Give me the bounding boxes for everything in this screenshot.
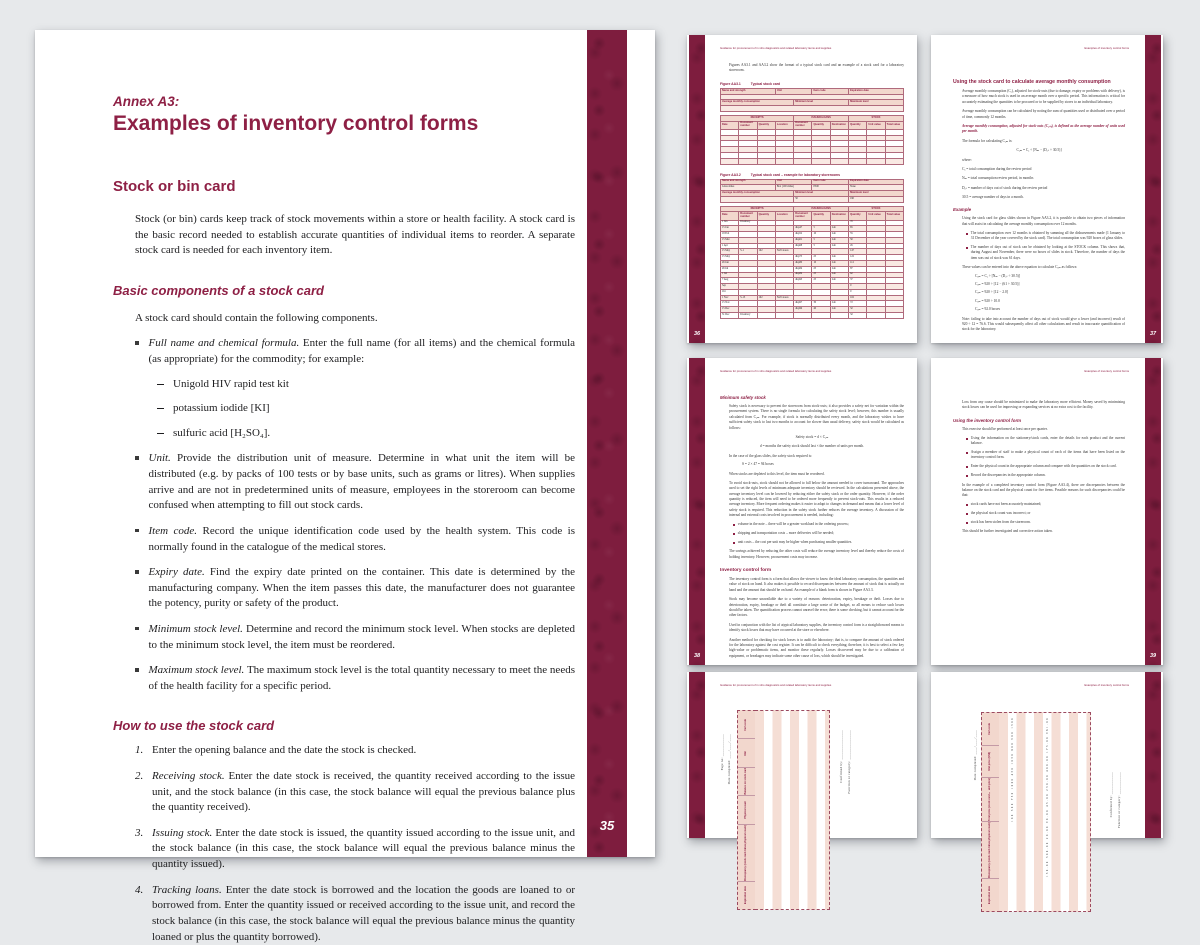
figure-intro: Figures AA3.1 and AA3.2 show the format of a typical stock card and an example of a stock card for a laboratory storeroom. [729,63,904,73]
paragraph: In the case of the glass slides, the safety stock required is: [729,453,813,458]
table-cell: 7 Aug [721,278,739,284]
stock-card-example-table: RECEIPTS ISSUED/LOANS STOCK Date Document number Quantity Location Document number Quantity Destination Quantity Unit value Total value 1 Jan Inventory 70 15 Jan disp47 5 Lab 65 18 Feb disp52 10 Lab 55 15 Mar disp61 5 Lab 50 1 Apr disp68 5 Lab 45 15 May S-1 102 Nat'l stores 147 15 May disp75 25 Lab 122 26 Jun disp80 10 Lab 112 26 Jul disp84 25 Lab 87 1 Jul disp89 25 Lab 62 7 Aug disp93 25 Lab 37 Sep 0 Oct 0 1 Nov S-13 102 Nat'l stores 102 15 Nov disp97 30 Lab 72 15 Dec disp99 40 Lab 32 31 Dec Inventory 32 [720,206,904,319]
note-paragraph: Note: failing to take into account the number of days out of stock would give a lower (and incorrect) result of 920 ÷ 12 = 76.6. This would subsequently affect all other calculations and result in inaccurate quantification of stock for the laboratory. [962,316,1125,332]
table-cell: 0 [849,289,867,295]
figure-label: Figure AA3.1 Typical stock card [720,81,781,86]
intro-paragraph: Stock (or bin) cards keep track of stock movements within a store or health facility. A stock card is the basic record needed to establish accurate quantities of individual items to reorder. A separate stock card is needed for each inventory item. [135,213,575,257]
step-number: 3. [135,826,144,839]
table-cell: 5 [812,237,830,243]
table-cell: 62 [849,272,867,278]
equation: Cₐₘ = 92.0 boxes [975,307,1001,312]
bullet-square-icon [966,247,968,249]
sub-list-item [157,377,575,393]
form-col-header: Discrepancy (stock card minus physical count) [744,824,748,881]
bullet-square-icon [135,668,139,672]
page-37-thumbnail [931,35,1163,343]
table-cell: 102 [849,295,867,301]
section-heading: Stock or bin card [113,178,236,195]
paragraph: In the example of a completed inventory control form (Figure AA3.4), there are discrepancies between the balance on the stock card and the physical count for five items. Possible reasons for such discrepancies could be that: [962,482,1125,498]
table-cell: disp99 [794,307,812,313]
bullet-text: Determine and record the minimum stock level. When stocks are depleted to the minimum stock level, the item must be reordered. [148,622,575,651]
table-cell: disp61 [794,237,812,243]
form-grid-stripes [999,712,1091,912]
page-40-thumbnail [687,672,917,905]
table-cell: 15 Jan [721,226,739,232]
step-number: 1. [135,744,144,757]
bullet-term: Item code. [148,524,198,537]
subsection-heading: Minimum safety stock [720,395,766,400]
paragraph: When stocks are depleted to this level, the item must be reordered. [729,471,825,476]
running-header: Examples of inventory control forms [1084,369,1129,373]
table-cell: disp52 [794,232,812,238]
paragraph: Used in conjunction with the list of atypical laboratory supplies, the inventory control form is a straightforward means to identify stock losses that may have occurred at the store or elsewhere. [729,622,904,633]
table-cell [812,313,830,319]
table-cell [830,313,848,319]
table-cell: Inventory [739,220,757,226]
stock-card-blank-table: RECEIPTS ISSUED/LOANS STOCK Date Document number Quantity Location Document number Quantity Destination Quantity Unit value Total value [720,115,904,165]
table-cell: Lab [830,243,848,249]
table-cell: Lab [830,307,848,313]
sub-item-text: sulfuric acid [H₂SO₄]. [173,426,271,439]
form-label-page-no: Page no: ____________ [720,734,724,771]
step-text: Enter the opening balance and the date the stock is checked. [152,744,417,757]
bullet-text: Find the expiry date printed on the container. This date is determined by the manufacturing company. When the item passes this date, the manufacturer does not guarantee the potency, purity or safety of the product. [148,566,575,610]
equation: Cₐₘ = Cₐ ÷ [Nₘ − (Dₒₛ ÷ 30.5)] [975,273,1021,278]
running-header: Guidance for procurement of in vitro diagnostics and related laboratory items and supplies [720,683,832,687]
bullet-item: Record the discrepancies in the appropriate column. [966,473,1125,478]
table-cell [757,313,775,319]
table-cell: 5 [812,243,830,249]
subsection-heading: How to use the stock card [113,718,275,734]
formula: Cₐₘ = Cₐ ÷ [Nₘ − (Dₒₛ ÷ 30.5)] [1016,148,1062,153]
table-cell: Oct [721,289,739,295]
table-row [721,313,904,319]
paragraph: Stock may become unavailable due to a variety of reasons: deterioration, expiry, breakage or theft. Losses due to deterioration, expiry, breakage or theft all constitute a large waste of the budget, so all means to reduce such losses should be taken. The quantification process cannot unravel the error; there is some checking, but it cannot account for the other factors. [729,597,904,618]
table-cell [757,158,775,164]
table-cell: disp80 [794,261,812,267]
paragraph: This should be further investigated and corrective action taken. [962,529,1053,534]
bullet-item [135,565,575,612]
table-cell: S-1 [739,249,757,255]
example-heading: Example [953,207,972,213]
subsection-heading: Basic components of a stock card [113,282,324,298]
page-number: 36 [693,331,701,337]
bullet-text: Provide the distribution unit of measure. Determine in what unit the item will be distributed (e.g. by packs of 100 tests or by base units, such as grams or litres). When supplies arrive and are not in predetermined units of measure, employees in the storeroom can become confused when attempting to fill out stock cards. [148,452,575,512]
table-cell: 102 [757,295,775,301]
form-col-header: Unit price (US$) [988,752,992,771]
bullet-square-icon [966,475,968,477]
table-cell: 72 [849,301,867,307]
numbered-step [135,826,575,873]
bullet-term: Maximum stock level. [148,664,245,677]
page-36-content [720,59,904,319]
table-cell: 15 Dec [721,307,739,313]
running-header: Examples of inventory control forms [1084,683,1129,687]
form-header-column [737,710,756,910]
table-cell: disp47 [794,226,812,232]
table-cell [885,158,903,164]
table-cell: 87 [849,266,867,272]
table-cell: 15 May [721,249,739,255]
table-cell: 25 [812,278,830,284]
form-col-header: Total price (stock card × unit price) [988,778,992,822]
table-cell [867,313,885,319]
table-cell: disp93 [794,278,812,284]
bullet-item [135,663,575,694]
numbered-step [135,769,575,816]
page-edge-band [689,358,705,665]
table-cell: 55 [849,232,867,238]
bullet-square-icon [966,504,968,506]
table-cell [830,158,848,164]
form-values-column: 150.00 500.00 20.00 90.00 45.00 250.00 400.00 175.00 961.00 [1045,717,1049,877]
page-35 [35,30,655,943]
table-cell: 31 Dec [721,313,739,319]
table-row [721,158,904,164]
bullet-square-icon [733,533,735,535]
form-label-confirmed-by: Confirmed by: ________________ [839,730,843,783]
definition: Nₘ = total consumption review period, in months [962,176,1034,181]
bullet-square-icon [966,438,968,440]
table-cell: 15 Nov [721,301,739,307]
paragraph: This exercise should be performed at least once per quarter. [962,426,1048,431]
bullet-term: Unit. [148,452,171,465]
annex-label: Annex A3: [113,94,180,109]
where-label: where: [962,157,972,162]
equation: S = 2 × 47 = 94 boxes [742,462,774,467]
table-cell: 37 [849,278,867,284]
bullet-text: Enter the full name (for all items) and the chemical formula (as appropriate) for the commodity; for example: [148,337,576,366]
page-37-content [953,79,1125,333]
paragraph: Using the stock card for glass slides shown in Figure AA3.2, it is possible to obtain two pieces of information that will assist in calculating the average monthly consumption over 12 months. [962,216,1125,226]
bullet-square-icon [135,341,139,345]
form-header-column [981,712,1000,912]
section-heading: Inventory control form [720,568,772,574]
stock-card-example-fields: Name and strength Unit Item code Expiration date Glass slides Box (100 slides) P500 None Average monthly consumption Minimum level Maximum level 50 190 [720,179,904,203]
bullet-square-icon [135,456,139,460]
table-cell: 50 [849,237,867,243]
table-cell: Lab [830,266,848,272]
paragraph: Average monthly consumption can be calculated by noting the sum of quantities used or distributed over a period of time, commonly 12 months. [962,109,1125,119]
dash-icon [157,433,164,434]
table-cell: 112 [849,261,867,267]
table-cell: 25 [812,272,830,278]
table-cell: 18 Feb [721,232,739,238]
bullet-square-icon [733,524,735,526]
paragraph: Average monthly consumption (Cₐ), adjusted for stock-outs (due to damage, expiry or problems with delivery), is a measure of how much stock is used in an average month over a specific period. This information is critical for accurately estimating the quantities to be procured or to be supplied by stores to an individual laboratory. [962,89,1125,104]
table-cell [867,158,885,164]
table-cell: 26 Jul [721,266,739,272]
dash-icon [157,384,164,385]
table-cell: 45 [849,243,867,249]
table-cell: 147 [849,249,867,255]
page-39-thumbnail [931,358,1163,665]
paragraph: To avoid stock-outs, stock should not be allowed to fall below the amount needed to cover turnaround. The approaches used to set the right levels of minimum adequate inventory should be reviewed. In the calculations presented above, the average inventory level can be lowered by reducing either the safety stock or the order quantity. However, if the order quantity is reduced, the item will need to be ordered more frequently to prevent stock-outs. This results in a reduced average inventory. More frequent ordering makes it easier to adapt to changes in demand and means that a lower level of safety stock is required. This reduction in the safety stock further reduces the average inventory. A discussion of the internal and external costs involved in procurement is needed, including: [729,480,904,518]
table-cell [812,158,830,164]
paragraph: The savings achieved by reducing the other costs will reduce the average inventory level and thereby reduce the costs of holding inventory. However, procurement costs may increase. [729,549,904,559]
bullet-item [135,622,575,653]
table-cell: 10 [812,232,830,238]
paragraph: The inventory control form is a form that allows the viewer to know the ideal laboratory consumption, the quantities and value of stock on hand. It also makes it possible to record discrepancies between the amount of stock that is actually on hand and the amount that should be on hand. An example of a blank form is shown in Figure AA3.3. [729,577,904,592]
page-edge-band [587,30,627,857]
table-cell [794,158,812,164]
bullet-item: Using the information on the stationery/stock cards, enter the details for each product and the current balance. [966,436,1125,447]
table-cell: Lab [830,226,848,232]
page-number: 35 [599,818,615,833]
table-cell: S-13 [739,295,757,301]
equation: Cₐₘ = 920 ÷ [12 − (61 ÷ 30.5)] [975,281,1020,286]
table-cell [849,158,867,164]
step-text: Enter the date stock is borrowed and the location the goods are loaned to or borrowed from. Enter the quantity issued or received according to the issue unit, and record the stock balance (in this case, the stock balance will equal the previous balance minus the quantity loaned or plus the quantity borrowed). [152,883,576,943]
form-col-header: Expiration date [988,886,992,905]
form-col-header: Physical count [744,801,748,819]
table-cell: 25 [812,255,830,261]
paragraph: Loss from any cause should be minimized to make the laboratory more efficient. Money saved by minimizing stock losses can be used for improving or expanding services at no extra cost to the facility. [962,400,1125,410]
paragraph: The formula for calculating Cₐₘ is: [962,138,1013,143]
form-label-confirmed-by: Confirmed by: ____________ [1109,772,1113,818]
bullet-item: volume in the note – there will be a greater workload in the ordering process; [733,522,904,527]
table-cell: Inventory [739,313,757,319]
table-cell: 26 Jun [721,261,739,267]
table-cell [794,313,812,319]
bullet-item [135,336,575,367]
figure-label: Figure AA3.2 Typical stock card – example for laboratory storerooms [720,172,841,177]
bullet-item [135,451,575,513]
subsection-heading: Using the inventory control form [953,417,1022,423]
table-cell: 32 [849,307,867,313]
table-cell: 30 [812,301,830,307]
page-edge-band [689,35,705,343]
form-label-function: Function or category: ________________ [847,730,851,794]
emphasis-paragraph: Average monthly consumption, adjusted for stock-outs (Cₐₘ), is defined as the average number of units used per month. [962,123,1125,134]
table-cell: Nat'l stores [775,249,793,255]
numbered-step [135,883,575,945]
stock-card-blank-fields: Name and strength Unit Item code Expiration date Average monthly consumption Minimum level Maximum level [720,88,904,112]
sub-item-text: potassium iodide [KI] [173,402,270,415]
numbered-step [135,743,575,759]
page-35-content [113,94,575,945]
table-cell [775,313,793,319]
table-cell: 0 [849,284,867,290]
running-header: Guidance for procurement of in vitro diagnostics and related laboratory items and supplies [720,46,832,50]
table-cell: Nat'l stores [775,295,793,301]
page-38-content [720,388,904,659]
bullet-item: Assign a member of staff to make a physical count of each of the items that have been listed on the inventory control form. [966,450,1125,461]
definition: 30.5 = average number of days in a month. [962,195,1024,200]
table-cell: 32 [849,313,867,319]
form-col-header: Expiration date [744,886,748,905]
bullet-square-icon [135,627,139,631]
page-edge-band [1145,672,1161,838]
page-edge-band [689,672,705,838]
page-number: 39 [1149,653,1157,659]
paragraph: Another method for checking for stock losses is to audit the laboratory; that is, to compare the amount of stock ordered for the laboratory against the cost register. It can be difficult to check everything; therefore, it is best to select a few key high-value or problematic items, and monitor these regularly. Losses discovered may be due to a calibration of equipment, or breakages may indicate some other cause of loss, which should be investigated. [729,637,904,658]
bullet-square-icon [733,542,735,544]
bullet-item [135,524,575,555]
form-values-column: 100 500 750 1000 450 1050 600 900 1500 [1010,717,1014,822]
bullet-item: stock has been stolen from the storeroom. [966,520,1125,525]
step-term: Tracking loans. [152,883,222,896]
equation: Safety stock = d × Cₐₘ [795,434,829,439]
page-41-thumbnail [931,672,1163,905]
step-text: Enter the date stock is received, the quantity received according to the issue unit, and the stock balance (in this case, the stock balance will equal the previous balance plus the quantity received). [152,770,576,814]
form-col-header: Balance on stock card [744,768,748,795]
bullet-item: Enter the physical count in the appropriate column and compare with the quantities on the stock card. [966,464,1125,469]
table-cell: disp97 [794,301,812,307]
table-cell: 1 Jan [721,220,739,226]
sub-list-item [157,426,575,442]
bullet-item: The total consumption over 12 months is obtained by summing all the disbursements made (1 January to 31 December of the year covered by the stock card). The total consumption was 920 boxes of glass slides. [966,231,1125,242]
definition: d = months the safety stock should last × the number of units per month. [759,444,865,449]
step-term: Issuing stock. [152,826,213,839]
form-col-header: Unit [744,750,748,756]
bullet-text: Record the unique identification code used by the health system. This code is normally found in the catalogue of the medical stores. [148,524,576,553]
definition: Dₒₛ = number of days out of stock during the review period [962,185,1048,190]
section-heading: Using the stock card to calculate average monthly consumption [953,79,1111,85]
paragraph: These values can be entered into the above equation to calculate Cₐₘ as follows: [962,265,1078,270]
step-term: Receiving stock. [152,770,225,783]
form-col-header: Discrepancy (stock card minus physical count) [988,822,992,879]
table-cell [775,158,793,164]
table-cell: disp68 [794,243,812,249]
table-cell: Lab [830,261,848,267]
table-cell [885,313,903,319]
sub-list-item [157,401,575,417]
bullet-item: shipping and transportation costs – more deliveries will be needed; [733,531,904,536]
table-cell: disp84 [794,266,812,272]
table-cell: 15 Mar [721,237,739,243]
table-cell: Lab [830,255,848,261]
dash-icon [157,408,164,409]
bullet-term: Full name and chemical formula. [148,337,300,350]
bullet-square-icon [135,570,139,574]
table-cell: Lab [830,278,848,284]
bullet-square-icon [966,452,968,454]
table-cell: 1 Nov [721,295,739,301]
bullet-item: The number of days out of stock can be obtained by looking at the STOCK column. This shows that, during August and November, there were no boxes of slides in stock. Therefore, the number of days the item was out of stock was 61 days. [966,245,1125,261]
bullet-square-icon [966,466,968,468]
table-cell: 10 [812,261,830,267]
step-number: 2. [135,770,144,783]
page-number: 37 [1149,331,1157,337]
table-cell: Lab [830,232,848,238]
bullet-term: Expiry date. [148,566,205,579]
bullet-square-icon [966,233,968,235]
table-cell: 65 [849,226,867,232]
table-cell: 70 [849,220,867,226]
form-col-header: Item code [988,723,992,735]
table-cell: disp75 [794,255,812,261]
page-38-thumbnail [687,358,917,665]
definition: Cₐ = total consumption during the review period [962,166,1032,171]
step-text: Enter the date stock is issued, the quantity issued according to the issue unit, and the stock balance (in this case, the stock balance will equal the previous balance minus the quantity issued). [152,826,575,871]
bullet-square-icon [966,522,968,524]
table-cell: disp89 [794,272,812,278]
lead-paragraph: A stock card should contain the following components. [135,311,378,324]
page-number: 38 [693,653,701,659]
form-grid-stripes [755,710,830,910]
bullet-item: unit costs – the cost per unit may be higher when purchasing smaller quantities. [733,540,904,545]
table-cell: 25 [812,266,830,272]
bullet-text: The maximum stock level is the total quantity necessary to meet the needs of the health facility for a specific period. [148,664,575,692]
table-cell: 102 [757,249,775,255]
form-label-function: Function or category: ____________ [1117,772,1121,829]
bullet-term: Minimum stock level. [148,622,243,635]
bullet-square-icon [135,529,139,533]
table-cell [739,158,757,164]
table-cell: Lab [830,272,848,278]
table-cell [721,158,739,164]
page-edge-band [1145,35,1161,343]
inventory-control-form-filled [981,712,1091,912]
page-39-content [953,396,1125,535]
sub-item-text: Unigold HIV rapid test kit [173,377,289,390]
page-title: Examples of inventory control forms [113,112,479,135]
inventory-control-form-blank [737,710,830,910]
form-label-date-completed: Date completed: ____/____/____ [973,730,977,781]
bullet-square-icon [966,513,968,515]
table-cell: 122 [849,255,867,261]
table-cell: 40 [812,307,830,313]
page-edge-band [1145,358,1161,665]
bullet-item: the physical stock count was incorrect; or [966,511,1125,516]
table-cell: 15 May [721,255,739,261]
table-cell: 5 [812,226,830,232]
equation: Cₐₘ = 920 ÷ 10.0 [975,298,1000,303]
running-header: Guidance for procurement of in vitro diagnostics and related laboratory items and supplies [720,369,832,373]
table-cell: 1 Apr [721,243,739,249]
bullet-item: stock cards have not been accurately maintained; [966,502,1125,507]
step-number: 4. [135,883,144,896]
equation: Cₐₘ = 920 ÷ [12 − 2.0] [975,290,1008,295]
page-36-thumbnail [687,35,917,343]
table-cell: Lab [830,301,848,307]
table-cell: Sep [721,284,739,290]
table-cell: Lab [830,237,848,243]
running-header: Examples of inventory control forms [1084,46,1129,50]
form-label-date-completed: Date completed: ____/____/____ [727,734,731,785]
paragraph: Safety stock is necessary to prevent the storeroom from stock-outs; it also provides a safety net for variation within the procurement system. There is no single formula for calculating the safety stock level; however, this number is usually calculated from Cₐₘ. For example, if stock is normally distributed every month, and the laboratory wishes to have sufficient safety stock to last two months to account for slower than usual delivery, safety stock would be calculated as follows: [729,404,904,430]
table-cell: 1 Jul [721,272,739,278]
form-col-header: Item code [744,718,748,731]
